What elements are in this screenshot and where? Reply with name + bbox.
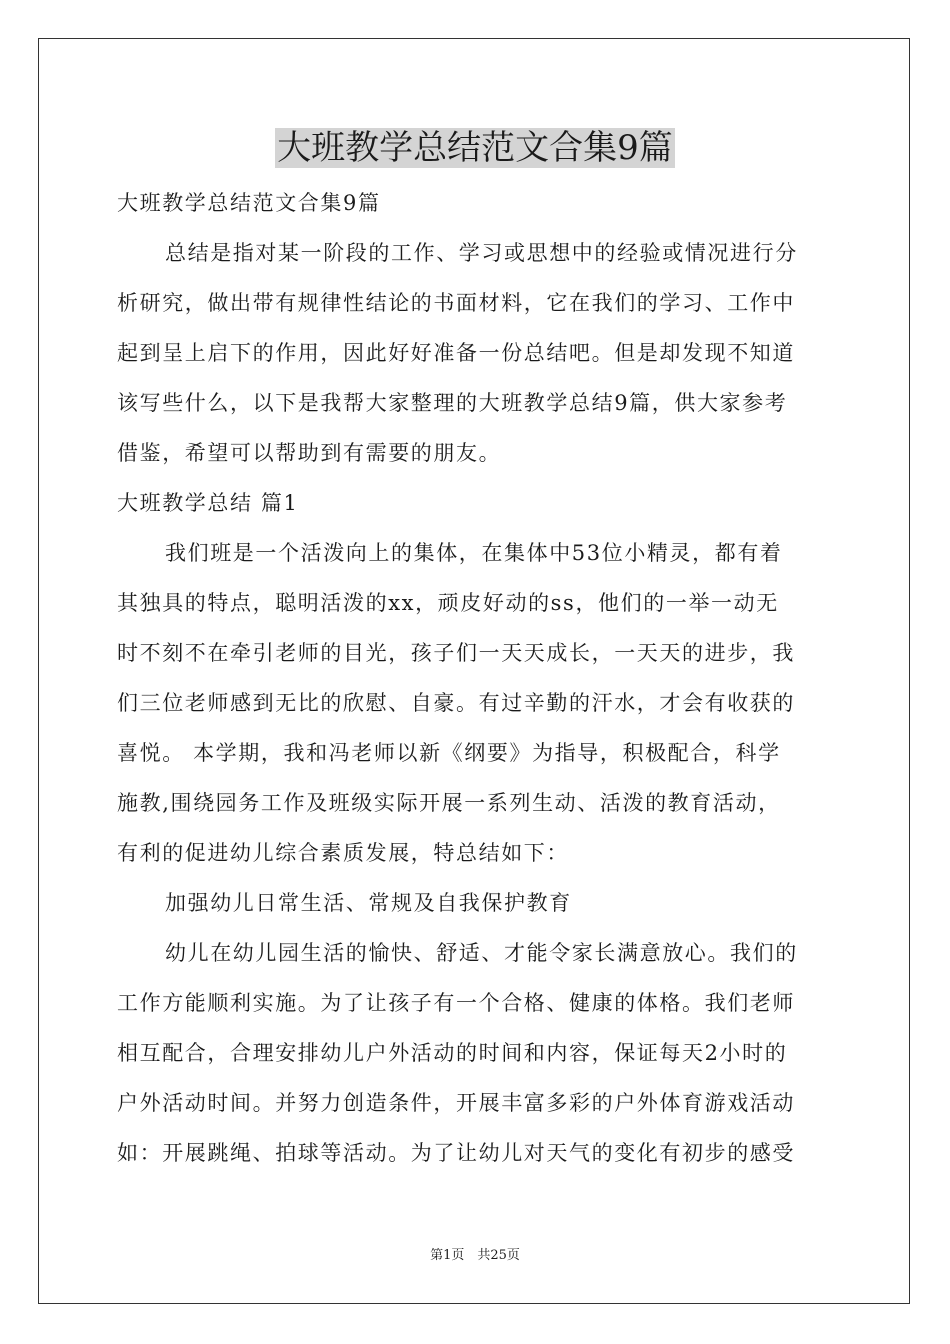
text-line: 我们班是一个活泼向上的集体，在集体中53位小精灵，都有着: [165, 541, 783, 565]
document-body: [117, 178, 833, 1178]
text-line: 析研究，做出带有规律性结论的书面材料，它在我们的学习、工作中: [117, 291, 795, 315]
text-line: 加强幼儿日常生活、常规及自我保护教育: [165, 891, 572, 915]
text-line: 工作方能顺利实施。为了让孩子有一个合格、健康的体格。我们老师: [117, 991, 795, 1015]
text-line: 喜悦。 本学期，我和冯老师以新《纲要》为指导，积极配合，科学: [117, 741, 781, 765]
text-line: 其独具的特点，聪明活泼的xx，顽皮好动的ss，他们的一举一动无: [117, 591, 779, 615]
text-line: 借鉴，希望可以帮助到有需要的朋友。: [117, 441, 502, 465]
text-line: 相互配合，合理安排幼儿户外活动的时间和内容，保证每天2小时的: [117, 1041, 788, 1065]
text-line: 有利的促进幼儿综合素质发展，特总结如下：: [117, 841, 569, 865]
text-line: 如：开展跳绳、拍球等活动。为了让幼儿对天气的变化有初步的感受: [117, 1141, 795, 1165]
text-line: 幼儿在幼儿园生活的愉快、舒适、才能令家长满意放心。我们的: [165, 941, 798, 965]
text-line: 时不刻不在牵引老师的目光，孩子们一天天成长，一天天的进步，我: [117, 641, 795, 665]
text-line: 该写些什么，以下是我帮大家整理的大班教学总结9篇，供大家参考: [117, 391, 788, 415]
text-line: 施教,围绕园务工作及班级实际开展一系列生动、活泼的教育活动，: [117, 791, 781, 815]
text-line: 起到呈上启下的作用，因此好好准备一份总结吧。但是却发现不知道: [117, 341, 795, 365]
text-line: 户外活动时间。并努力创造条件，开展丰富多彩的户外体育游戏活动: [117, 1091, 795, 1115]
text-line: 总结是指对某一阶段的工作、学习或思想中的经验或情况进行分: [165, 241, 798, 265]
document-title: [0, 128, 950, 168]
text-line: 大班教学总结范文合集9篇: [117, 191, 381, 215]
text-line: 大班教学总结 篇1: [117, 491, 299, 515]
document-title-text: 大班教学总结范文合集9篇: [277, 128, 673, 168]
page-footer: 第1页 共25页: [430, 1248, 520, 1263]
text-line: 们三位老师感到无比的欣慰、自豪。有过辛勤的汗水，才会有收获的: [117, 691, 795, 715]
